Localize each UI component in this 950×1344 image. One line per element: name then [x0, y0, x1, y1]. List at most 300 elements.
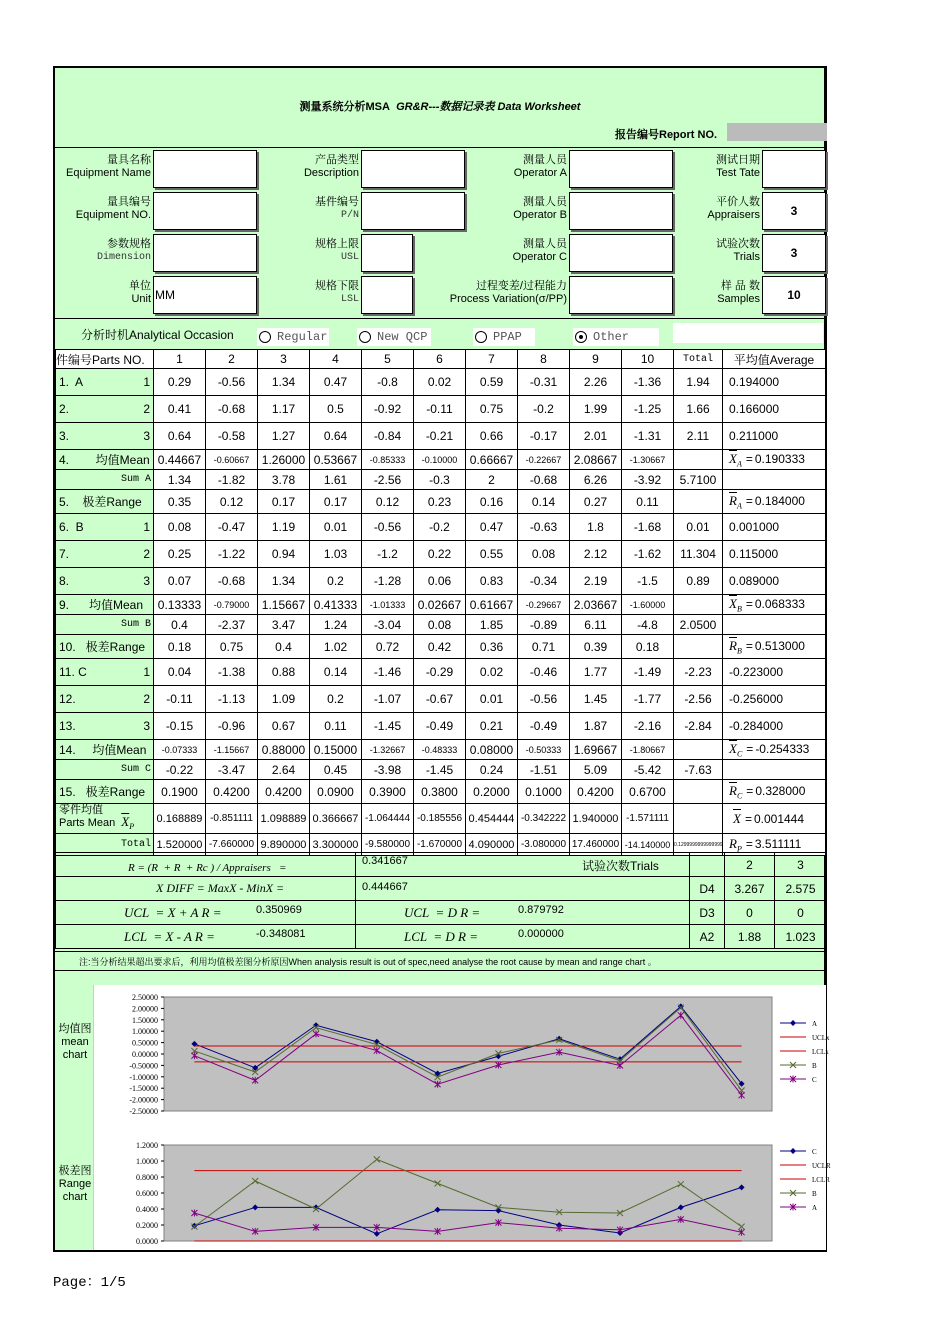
cell-value[interactable]: 0.41 — [154, 396, 206, 423]
cell-value[interactable]: 3.78 — [258, 470, 310, 490]
trials-col-3: 3 — [775, 853, 827, 877]
cell-value[interactable]: -1.670000 — [414, 834, 466, 856]
cell-value[interactable]: 1.77 — [570, 659, 622, 686]
cell-value[interactable]: 9.890000 — [258, 834, 310, 856]
occasion-other-field[interactable] — [673, 323, 823, 343]
cell-value[interactable]: -1.13 — [206, 686, 258, 713]
cell-value[interactable]: 0.01 — [466, 686, 518, 713]
cell-value[interactable]: 0.13333 — [154, 595, 206, 615]
cell-value[interactable]: -1.68 — [622, 514, 674, 541]
table-row — [56, 659, 826, 686]
cell-value[interactable]: -0.46 — [518, 659, 570, 686]
rbar-formula — [56, 853, 356, 877]
cell-value[interactable]: -0.63 — [518, 514, 570, 541]
cell-value[interactable]: -0.56 — [362, 514, 414, 541]
cell-value[interactable]: -0.29 — [414, 659, 466, 686]
cell-value[interactable]: -1.60000 — [622, 595, 674, 615]
radio-checked-icon[interactable] — [575, 331, 587, 343]
formula-row — [56, 925, 827, 949]
cell-value[interactable]: 0.39 — [570, 635, 622, 659]
equals-sign: = — [745, 493, 753, 508]
cell-value[interactable]: 0.2000 — [466, 780, 518, 804]
cell-value[interactable]: -0.49 — [518, 713, 570, 740]
cell-value[interactable]: -0.68 — [206, 396, 258, 423]
cell-value[interactable]: -2.56 — [362, 470, 414, 490]
cell-value[interactable]: -0.3 — [414, 470, 466, 490]
legend-label: LCLx — [812, 1048, 829, 1056]
cell-value[interactable]: 0.01 — [310, 514, 362, 541]
occasion-option-other[interactable] — [573, 328, 659, 346]
cell-value[interactable]: -0.11 — [414, 396, 466, 423]
cell-value[interactable]: -0.2 — [518, 396, 570, 423]
cell-value[interactable]: 0.22 — [414, 541, 466, 568]
cell-value[interactable]: 0.11 — [310, 713, 362, 740]
cell-value[interactable]: 0.44667 — [154, 450, 206, 470]
cell-value[interactable]: 1.26000 — [258, 450, 310, 470]
cell-value[interactable]: -1.38 — [206, 659, 258, 686]
row-average — [723, 490, 826, 514]
cell-value[interactable]: -1.32667 — [362, 740, 414, 760]
cell-value[interactable]: 0.1000 — [518, 780, 570, 804]
row-label-text: 3. — [59, 429, 70, 443]
cell-value[interactable]: 0.04 — [154, 659, 206, 686]
cell-value[interactable]: -0.31 — [518, 369, 570, 396]
cell-value[interactable]: -1.22 — [206, 541, 258, 568]
cell-value[interactable]: -0.68 — [518, 470, 570, 490]
cell-value[interactable]: 0.2 — [310, 686, 362, 713]
cell-value[interactable]: -0.79000 — [206, 595, 258, 615]
cell-value[interactable]: -0.21 — [414, 423, 466, 450]
occasion-option-new-qcp[interactable] — [357, 328, 431, 346]
table-row — [56, 686, 826, 713]
cell-value[interactable]: -1.82 — [206, 470, 258, 490]
cell-value[interactable]: 0.75 — [206, 635, 258, 659]
row-label — [56, 470, 154, 490]
cell-value[interactable]: 0.72 — [362, 635, 414, 659]
cell-value[interactable]: -0.58 — [206, 423, 258, 450]
cell-value[interactable]: -0.49 — [414, 713, 466, 740]
cell-value[interactable]: 0.61667 — [466, 595, 518, 615]
y-tick-label: 0.0000 — [136, 1237, 158, 1246]
cell-value[interactable]: -3.92 — [622, 470, 674, 490]
equipment-no-label-en: Equipment NO. — [75, 209, 151, 221]
cell-value[interactable]: -1.77 — [622, 686, 674, 713]
cell-value[interactable]: 0.15000 — [310, 740, 362, 760]
cell-value[interactable]: 0.0900 — [310, 780, 362, 804]
row-label-sub — [59, 816, 153, 833]
cell-value[interactable]: 0.5 — [310, 396, 362, 423]
uclr-expression: UCL = D R = — [404, 905, 481, 920]
cell-value[interactable]: 0.24 — [466, 760, 518, 780]
cell-value[interactable]: 2.08667 — [570, 450, 622, 470]
trial-number: 2 — [143, 547, 150, 561]
row-average-value: 0.190333 — [754, 451, 805, 466]
process-variation-label-en: Process Variation(σ/PP) — [449, 293, 567, 305]
cell-value[interactable]: 1.520000 — [154, 834, 206, 856]
cell-value[interactable]: -1.25 — [622, 396, 674, 423]
cell-value[interactable]: 0.168889 — [154, 804, 206, 834]
cell-value[interactable]: 1.61 — [310, 470, 362, 490]
cell-value[interactable]: -1.51 — [518, 760, 570, 780]
cell-value[interactable]: -2.37 — [206, 615, 258, 635]
appraisers-field[interactable]: 3 — [762, 192, 826, 230]
cell-value[interactable]: 1.17 — [258, 396, 310, 423]
cell-value[interactable]: 0.12 — [206, 490, 258, 514]
test-date-field[interactable] — [762, 150, 826, 188]
cell-value[interactable]: -0.17 — [518, 423, 570, 450]
cell-value[interactable]: 1.24 — [310, 615, 362, 635]
cell-value[interactable]: -1.15667 — [206, 740, 258, 760]
cell-value[interactable]: 0.67 — [258, 713, 310, 740]
cell-value[interactable]: -5.42 — [622, 760, 674, 780]
cell-value[interactable]: 0.83 — [466, 568, 518, 595]
cell-value[interactable]: 5.09 — [570, 760, 622, 780]
cell-value[interactable]: 0.66667 — [466, 450, 518, 470]
cell-value[interactable]: 0.17 — [310, 490, 362, 514]
row-total: -2.84 — [674, 713, 723, 740]
table-header-row — [56, 350, 826, 369]
cell-value[interactable]: -9.580000 — [362, 834, 414, 856]
cell-value[interactable]: -0.10000 — [414, 450, 466, 470]
cell-value[interactable]: 1.09 — [258, 686, 310, 713]
cell-value[interactable]: 0.41333 — [310, 595, 362, 615]
cell-value[interactable]: 2.03667 — [570, 595, 622, 615]
cell-value[interactable]: 0.94 — [258, 541, 310, 568]
range-chart-label — [57, 1165, 93, 1204]
cell-value[interactable]: -7.660000 — [206, 834, 258, 856]
cell-value[interactable]: 0.47 — [466, 514, 518, 541]
row-average-value: 0.001444 — [753, 811, 805, 826]
row-average-value: 0.068333 — [754, 596, 805, 611]
cell-value[interactable]: 0.35 — [154, 490, 206, 514]
row-label-wrap — [59, 665, 153, 679]
row-average — [723, 568, 826, 595]
report-no-field[interactable] — [727, 123, 827, 141]
row-average — [723, 659, 826, 686]
cell-value[interactable]: 1.8 — [570, 514, 622, 541]
cell-value[interactable]: -0.22 — [154, 760, 206, 780]
cell-value[interactable]: 0.64 — [154, 423, 206, 450]
cell-value[interactable]: 0.75 — [466, 396, 518, 423]
cell-value[interactable]: 0.88 — [258, 659, 310, 686]
cell-value[interactable]: 0.16 — [466, 490, 518, 514]
row-label-text: Sum C — [120, 764, 151, 775]
row-average-value: -0.256000 — [729, 692, 784, 706]
row-label-wrap — [59, 692, 153, 706]
cell-value[interactable]: 0.18 — [154, 635, 206, 659]
cell-value[interactable]: -0.92 — [362, 396, 414, 423]
row-label-text: 5. 极差Range — [59, 495, 142, 509]
cell-value[interactable]: -0.34 — [518, 568, 570, 595]
cell-value[interactable]: 0.27 — [570, 490, 622, 514]
row-label — [56, 595, 154, 615]
cell-value[interactable]: 0.18 — [622, 635, 674, 659]
cell-value[interactable]: -1.28 — [362, 568, 414, 595]
cell-value[interactable]: 1.15667 — [258, 595, 310, 615]
cell-value[interactable]: -0.84 — [362, 423, 414, 450]
trial-number: 3 — [143, 574, 150, 588]
cell-value[interactable]: 0.29 — [154, 369, 206, 396]
cell-value[interactable]: -4.8 — [622, 615, 674, 635]
cell-value[interactable]: -0.185556 — [414, 804, 466, 834]
constant-value: 2.575 — [775, 877, 827, 901]
row-total: 1.66 — [674, 396, 723, 423]
cell-value[interactable]: 2.01 — [570, 423, 622, 450]
row-average-value: -0.284000 — [729, 719, 784, 733]
cell-value[interactable]: 0.23 — [414, 490, 466, 514]
cell-value[interactable]: -0.8 — [362, 369, 414, 396]
appraisers-label-cn: 平价人数 — [716, 196, 760, 208]
mean-chart-label — [57, 1023, 93, 1062]
table-row — [56, 450, 826, 470]
cell-value[interactable]: 0.64 — [310, 423, 362, 450]
operator-c-label-en: Operator C — [512, 251, 567, 263]
cell-value[interactable]: 0.14 — [518, 490, 570, 514]
cell-value[interactable]: 0.11 — [622, 490, 674, 514]
cell-value[interactable]: 1.45 — [570, 686, 622, 713]
cell-value[interactable]: 0.12 — [362, 490, 414, 514]
row-total: 0.01 — [674, 514, 723, 541]
cell-value[interactable]: -0.60667 — [206, 450, 258, 470]
cell-value[interactable]: 0.2 — [310, 568, 362, 595]
occasion-label: 分析时机Analytical Occasion — [81, 328, 234, 342]
stat-symbol-sub: B — [736, 646, 742, 656]
equals-sign: = — [746, 741, 754, 756]
cell-value[interactable]: -1.5 — [622, 568, 674, 595]
cell-value[interactable]: -1.46 — [362, 659, 414, 686]
cell-value[interactable]: 2.26 — [570, 369, 622, 396]
cell-value[interactable]: 0.4 — [258, 635, 310, 659]
cell-value[interactable]: -2.16 — [622, 713, 674, 740]
trials-label-en: Trials — [733, 251, 760, 263]
cell-value[interactable]: -1.07 — [362, 686, 414, 713]
mean-chart-panel — [93, 985, 830, 1135]
cell-value[interactable]: -0.22667 — [518, 450, 570, 470]
row-total — [674, 450, 723, 470]
y-tick-label: 1.0000 — [136, 1157, 158, 1166]
cell-value[interactable]: 0.366667 — [310, 804, 362, 834]
cell-value[interactable]: -3.47 — [206, 760, 258, 780]
cell-value[interactable]: -0.56 — [518, 686, 570, 713]
cell-value[interactable]: -1.49 — [622, 659, 674, 686]
equals-sign: = — [744, 811, 752, 826]
equals-sign: = — [745, 596, 753, 611]
part-col-header: 7 — [466, 350, 518, 369]
table-row — [56, 804, 826, 834]
cell-value[interactable]: 0.45 — [310, 760, 362, 780]
cell-value[interactable]: -1.80667 — [622, 740, 674, 760]
trials-field[interactable]: 3 — [762, 234, 826, 272]
cell-value[interactable]: -0.50333 — [518, 740, 570, 760]
cell-value[interactable]: 0.08000 — [466, 740, 518, 760]
dimension-label — [0, 238, 151, 264]
cell-value[interactable]: 0.3900 — [362, 780, 414, 804]
cell-value[interactable]: 1.19 — [258, 514, 310, 541]
cell-value[interactable]: 2 — [466, 470, 518, 490]
cell-value[interactable]: -0.851111 — [206, 804, 258, 834]
cell-value[interactable]: -1.62 — [622, 541, 674, 568]
xdiff-value-cell — [356, 877, 690, 901]
row-average-value: 0.328000 — [755, 783, 806, 798]
formula-row — [56, 877, 827, 901]
cell-value[interactable]: 0.4200 — [258, 780, 310, 804]
cell-value[interactable]: 0.66 — [466, 423, 518, 450]
cell-value[interactable]: 1.34 — [154, 470, 206, 490]
cell-value[interactable]: 0.4 — [154, 615, 206, 635]
cell-value[interactable]: 3.47 — [258, 615, 310, 635]
operator-a-label — [367, 154, 567, 180]
stat-symbol: R — [729, 835, 737, 851]
part-col-header: 6 — [414, 350, 466, 369]
cell-value[interactable]: 2.12 — [570, 541, 622, 568]
cell-value[interactable]: 2.19 — [570, 568, 622, 595]
occasion-option-label: Regular — [277, 330, 328, 344]
cell-value[interactable]: -3.04 — [362, 615, 414, 635]
trial-number: 1 — [143, 665, 150, 679]
cell-value[interactable]: 0.02 — [466, 659, 518, 686]
cell-value[interactable]: -0.07333 — [154, 740, 206, 760]
cell-value[interactable]: -1.36 — [622, 369, 674, 396]
cell-value[interactable]: -0.68 — [206, 568, 258, 595]
radio-unchecked-icon[interactable] — [475, 331, 487, 343]
cell-value[interactable]: 1.03 — [310, 541, 362, 568]
row-label-text: 2. — [59, 402, 70, 416]
cell-value[interactable]: 0.71 — [518, 635, 570, 659]
cell-value[interactable]: -1.45 — [414, 760, 466, 780]
cell-value[interactable]: 0.17 — [258, 490, 310, 514]
table-row — [56, 780, 826, 804]
cell-value[interactable]: -0.89 — [518, 615, 570, 635]
cell-value[interactable]: -0.2 — [414, 514, 466, 541]
row-label-wrap — [59, 574, 153, 588]
cell-value[interactable]: -0.67 — [414, 686, 466, 713]
cell-value[interactable]: 0.25 — [154, 541, 206, 568]
cell-value[interactable]: 3.300000 — [310, 834, 362, 856]
cell-value[interactable]: 1.34 — [258, 568, 310, 595]
cell-value[interactable]: -3.080000 — [518, 834, 570, 856]
cell-value[interactable]: 0.47 — [310, 369, 362, 396]
cell-value[interactable]: -0.96 — [206, 713, 258, 740]
cell-value[interactable]: 1.940000 — [570, 804, 622, 834]
operator-b-label-cn: 测量人员 — [523, 196, 567, 208]
cell-value[interactable]: 0.08 — [518, 541, 570, 568]
cell-value[interactable]: 6.26 — [570, 470, 622, 490]
cell-value[interactable]: -0.56 — [206, 369, 258, 396]
cell-value[interactable]: 1.27 — [258, 423, 310, 450]
samples-field[interactable]: 10 — [762, 276, 826, 314]
cell-value[interactable]: 4.090000 — [466, 834, 518, 856]
cell-value[interactable]: -0.15 — [154, 713, 206, 740]
cell-value[interactable]: 0.42 — [414, 635, 466, 659]
cell-value[interactable]: -3.98 — [362, 760, 414, 780]
uclx-value: 0.350969 — [256, 904, 302, 916]
cell-value[interactable]: -0.29667 — [518, 595, 570, 615]
cell-value[interactable]: 0.454444 — [466, 804, 518, 834]
occasion-option-regular[interactable] — [257, 328, 329, 346]
cell-value[interactable]: 0.07 — [154, 568, 206, 595]
cell-value[interactable]: 1.098889 — [258, 804, 310, 834]
row-label-wrap — [59, 547, 153, 561]
cell-value[interactable]: 0.02 — [414, 369, 466, 396]
cell-value[interactable]: -14.140000 — [622, 834, 674, 856]
row-label — [56, 541, 154, 568]
cell-value[interactable]: -1.30667 — [622, 450, 674, 470]
radio-unchecked-icon[interactable] — [259, 331, 271, 343]
cell-value[interactable]: 0.3800 — [414, 780, 466, 804]
cell-value[interactable]: 0.53667 — [310, 450, 362, 470]
cell-value[interactable]: 0.21 — [466, 713, 518, 740]
cell-value[interactable]: 0.88000 — [258, 740, 310, 760]
cell-value[interactable]: -0.342222 — [518, 804, 570, 834]
cell-value[interactable]: -1.2 — [362, 541, 414, 568]
occasion-option-ppap[interactable] — [473, 328, 535, 346]
stat-symbol-sub: A — [736, 501, 742, 511]
cell-value[interactable]: 6.11 — [570, 615, 622, 635]
mean-chart — [94, 985, 830, 1135]
row-label — [56, 804, 154, 834]
row-average — [723, 423, 826, 450]
cell-value[interactable]: 0.4200 — [206, 780, 258, 804]
legend-label: A — [812, 1020, 818, 1028]
cell-value[interactable]: 0.1900 — [154, 780, 206, 804]
uclx-expression: UCL = X + A R = — [124, 905, 222, 920]
cell-value[interactable]: -1.571111 — [622, 804, 674, 834]
cell-value[interactable]: 0.08 — [154, 514, 206, 541]
cell-value[interactable]: 1.99 — [570, 396, 622, 423]
legend-label: B — [812, 1190, 817, 1198]
cell-value[interactable]: 0.02667 — [414, 595, 466, 615]
cell-value[interactable]: -0.11 — [154, 686, 206, 713]
cell-value[interactable]: -1.01333 — [362, 595, 414, 615]
cell-value[interactable]: 0.36 — [466, 635, 518, 659]
y-tick-label: 0.4000 — [136, 1205, 158, 1214]
y-tick-label: 1.50000 — [132, 1015, 158, 1025]
lclr-value: 0.000000 — [518, 928, 564, 940]
row-total: 5.7100 — [674, 470, 723, 490]
unit-field[interactable]: MM — [153, 276, 257, 314]
cell-value[interactable]: 17.460000 — [570, 834, 622, 856]
cell-value[interactable]: 0.6700 — [622, 780, 674, 804]
cell-value[interactable]: 1.87 — [570, 713, 622, 740]
cell-value[interactable]: 1.34 — [258, 369, 310, 396]
cell-value[interactable]: 0.08 — [414, 615, 466, 635]
cell-value[interactable]: -0.47 — [206, 514, 258, 541]
cell-value[interactable]: 1.69667 — [570, 740, 622, 760]
row-total — [674, 780, 723, 804]
process-variation-label — [367, 280, 567, 306]
cell-value[interactable]: -0.48333 — [414, 740, 466, 760]
trials-label-cn: 试验次数 — [716, 238, 760, 250]
pn-label-en: P/N — [340, 210, 359, 221]
row-average-value: 0.194000 — [729, 375, 780, 389]
cell-value[interactable]: 0.4200 — [570, 780, 622, 804]
cell-value[interactable]: -1.064444 — [362, 804, 414, 834]
row-label — [56, 396, 154, 423]
cell-value[interactable]: -1.31 — [622, 423, 674, 450]
cell-value[interactable]: 0.06 — [414, 568, 466, 595]
cell-value[interactable]: 0.14 — [310, 659, 362, 686]
cell-value[interactable]: 1.02 — [310, 635, 362, 659]
cell-value[interactable]: -1.45 — [362, 713, 414, 740]
radio-unchecked-icon[interactable] — [359, 331, 371, 343]
cell-value[interactable]: 2.64 — [258, 760, 310, 780]
uclr-formula — [356, 901, 690, 925]
cell-value[interactable]: 0.59 — [466, 369, 518, 396]
cell-value[interactable]: 1.85 — [466, 615, 518, 635]
cell-value[interactable]: 0.55 — [466, 541, 518, 568]
range-chart-label-cn: 极差图 — [58, 1165, 92, 1177]
cell-value[interactable]: -0.85333 — [362, 450, 414, 470]
